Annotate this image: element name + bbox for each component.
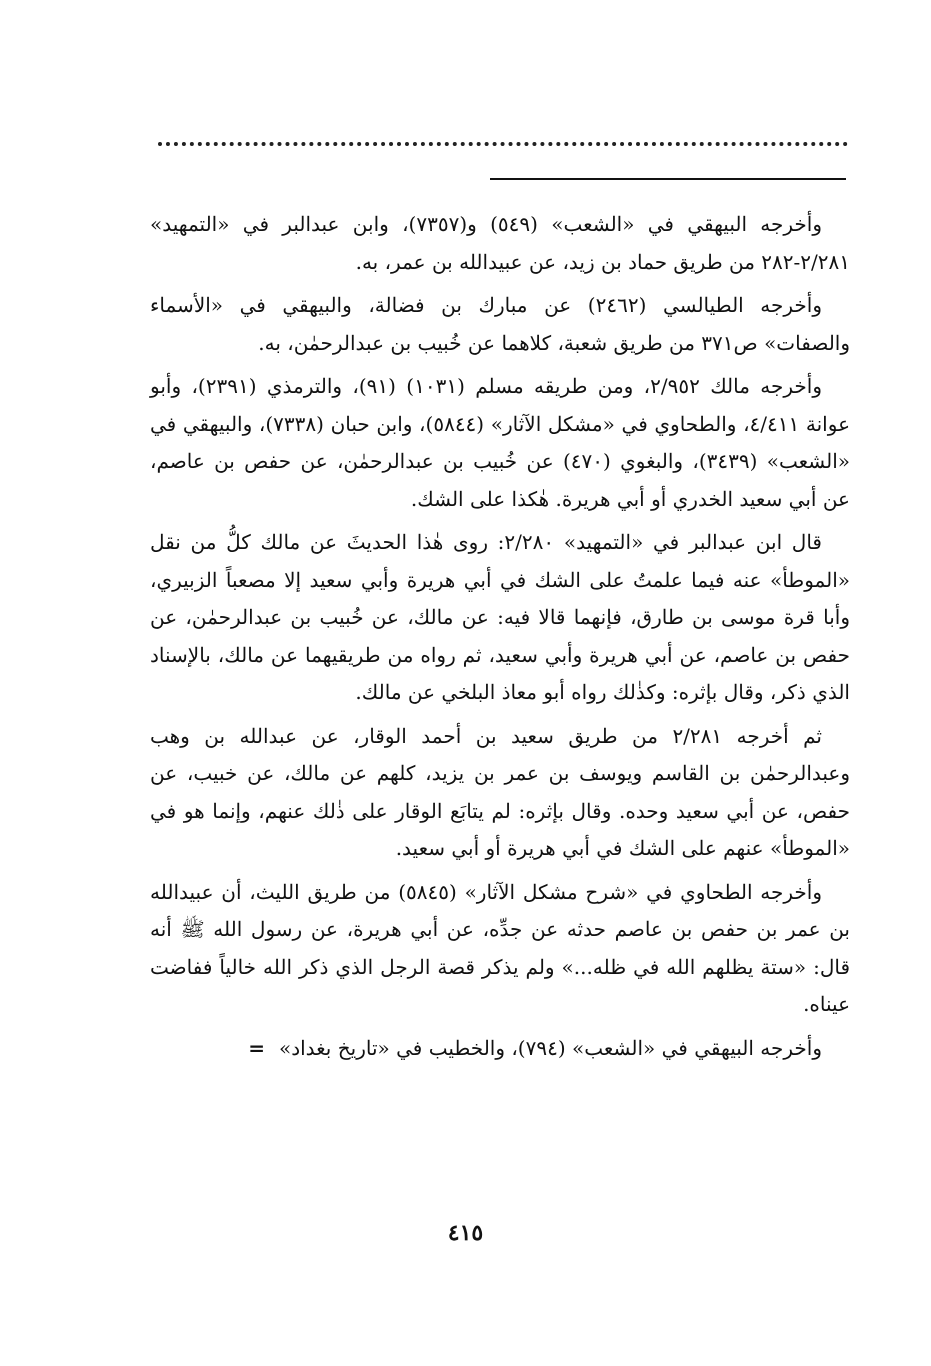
dotted-separator — [158, 142, 848, 152]
footnote-paragraph: ثم أخرجه ٢/٢٨١ من طريق سعيد بن أحمد الوقار، عن عبدالله بن وهب وعبدالرحمٰن بن القاسم ويوسف بن عمر بن يزيد، كلهم عن مالك، عن خبيب، عن حفص، عن أبي سعيد وحده. وقال بإثره: لم يتابَع الوقار على ذٰلك عنهم، وإنما هو في «الموطأ» عنهم على الشك في أبي هريرة أو أبي سعيد. — [150, 723, 850, 860]
footnote-paragraph: وأخرجه الطحاوي في «شرح مشكل الآثار» (٥٨٤٥) من طريق الليث، أن عبيدالله بن عمر بن حفص بن عاصم حدثه عن جدِّه، عن أبي هريرة، عن رسول الله ﷺ أنه قال: «ستة يظلهم الله في ظله...» ولم يذكر قصة الرجل الذي ذكر الله خالياً ففاضت عيناه. — [150, 879, 850, 1016]
footnote-paragraph: وأخرجه الطيالسي (٢٤٦٢) عن مبارك بن فضالة، والبيهقي في «الأسماء والصفات» ص٣٧١ من طريق شعبة، كلاهما عن خُبيب بن عبدالرحمٰن، به. — [150, 293, 850, 355]
footnote-last-text: وأخرجه البيهقي في «الشعب» (٧٩٤)، والخطيب في «تاريخ بغداد» — [278, 1035, 822, 1060]
footnote-paragraph-continued — [150, 1030, 850, 1068]
footnote-rule — [490, 178, 846, 180]
footnote-paragraph: قال ابن عبدالبر في «التمهيد» ٢/٢٨٠: روى هٰذا الحديثَ عن مالك كلُّ من نقل «الموطأ» عنه فيما علمتُ على الشك في أبي هريرة وأبي سعيد إلا مصعباً الزبيري، وأبا قرة موسى بن طارق، فإنهما قالا فيه: عن مالك، عن خُبيب بن عبدالرحمٰن، عن حفص بن عاصم، عن أبي هريرة وأبي سعيد، ثم رواه من طريقيهما عن مالك، بالإسناد الذي ذكر، وقال بإثره: وكذٰلك رواه أبو معاذ البلخي عن مالك. — [150, 530, 850, 704]
continuation-mark: = — [248, 1035, 265, 1060]
page-number: ٤١٥ — [447, 1220, 484, 1246]
footnote-paragraph: وأخرجه البيهقي في «الشعب» (٥٤٩) و(٧٣٥٧)، وابن عبدالبر في «التمهيد» ٢/٢٨١-٢٨٢ من طريق حماد بن زيد، عن عبيدالله بن عمر، به. — [150, 212, 850, 274]
footnote-paragraph: وأخرجه مالك ٢/٩٥٢، ومن طريقه مسلم (١٠٣١) (٩١)، والترمذي (٢٣٩١)، وأبو عوانة ٤/٤١١، والطحاوي في «مشكل الآثار» (٥٨٤٤)، وابن حبان (٧٣٣٨)، والبيهقي في «الشعب» (٣٤٣٩)، والبغوي (٤٧٠) عن خُبيب بن عبدالرحمٰن، عن حفص بن عاصم، عن أبي سعيد الخدري أو أبي هريرة. هٰكذا على الشك. — [150, 374, 851, 511]
footnotes-block — [150, 206, 850, 1067]
